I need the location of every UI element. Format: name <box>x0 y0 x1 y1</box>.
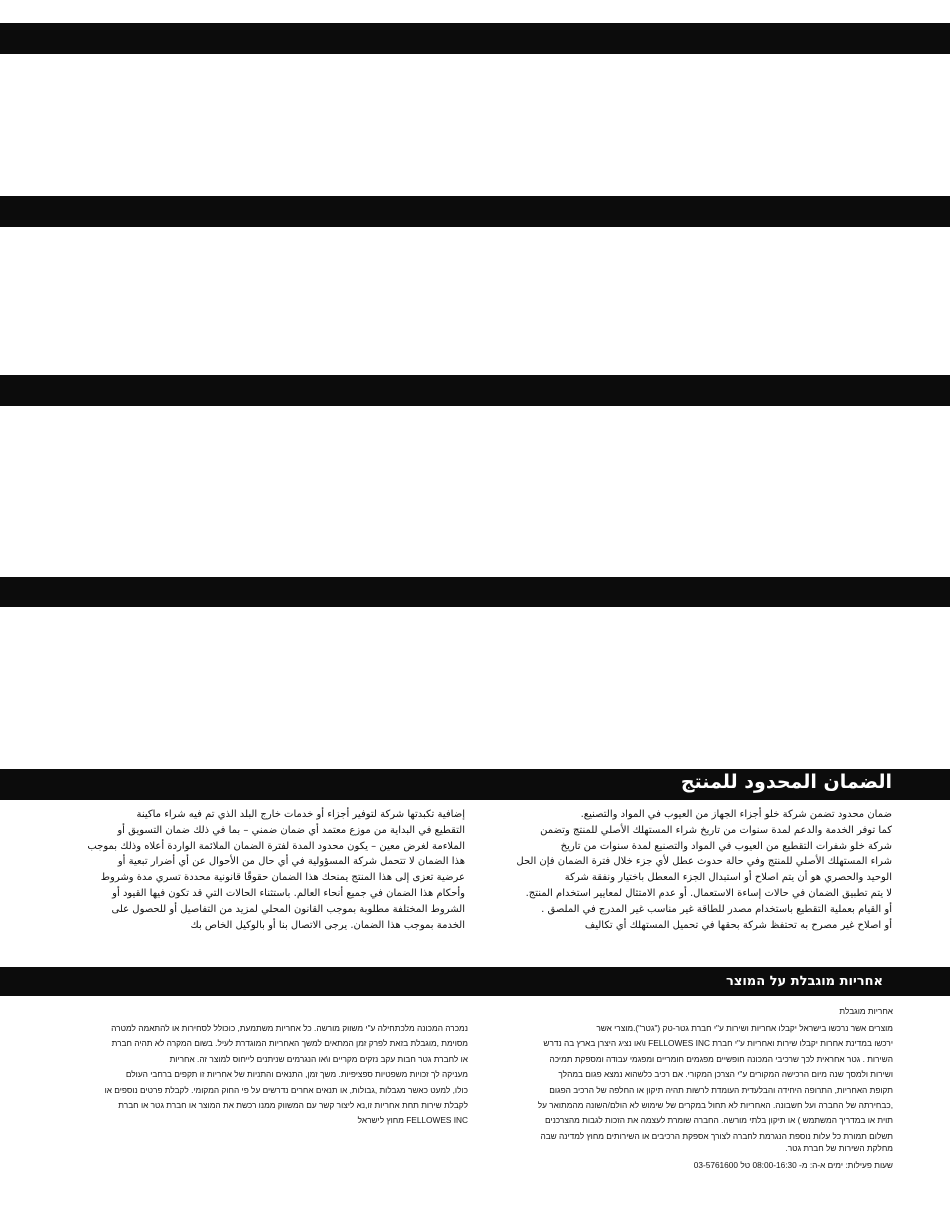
text-line: לקבלת שירות תחת אחריות זו,נא ליצור קשר עם המשווק ממנו רכשת את המוצר או חברת גטר או חברת <box>118 1100 468 1111</box>
text-line: الخدمة بموجب هذا الضمان. يرجى الاتصال بنا أو بالوكيل الخاص بك <box>190 919 465 931</box>
hebrew-service-hours: שעות פעילות: ימים א-ה: מ- 08:00-16:30 טל 03-5761600 <box>693 1160 893 1170</box>
text-line: أو اصلاح غير مصرح به تحتفظ شركة بحقها في تحميل المستهلك أي تكاليف <box>584 919 892 931</box>
text-line: ירכשו במדינת אחרות יקבלו שירות ואחריות ע"י חברת FELLOWES INC ו\או נציג היצרן בארץ בה נדרש <box>543 1038 893 1049</box>
hebrew-subtitle: אחריות מוגבלת <box>839 1006 893 1016</box>
text-line: لا يتم تطبيق الضمان في حالات إساءة الاستعمال. أو عدم الامتثال لمعايير استخدام المنتج. <box>525 887 892 899</box>
text-line: תקופת האחריות, התרופה היחידה והבלעדית העומדת לרשות תהיה תיקון או החלפה של הרכיב הפגום <box>549 1084 893 1095</box>
text-line: כולו, למעט כאשר מגבלות ,גבולות, או תנאים אחרים נדרשים על פי החוק המקומי. לקבלת פרטים נוספים או <box>104 1084 468 1095</box>
text-line: الملاءمة لغرض معين – يكون محدود المدة لفترة الضمان الملائمة الواردة أعلاه وذلك بموجب <box>87 840 465 852</box>
text-line: מסוימת ,מוגבלת בזאת לפרק זמן המתאים למשך האחריות המוגדרת לעיל. בשום המקרה לא תהיה חברת <box>111 1038 468 1049</box>
section-bar-3 <box>0 375 950 406</box>
text-line: או לחברת גטר חבות עקב נזקים מקריים ו\או הנגרמים שניתנים לייחוס למוצר זה. אחריות <box>169 1053 468 1064</box>
text-line: إضافية تكبدتها شركة لتوفير أجزاء أو خدمات خارج البلد الذي تم فيه شراء ماكينة <box>136 809 465 820</box>
text-line: التقطيع في البداية من موزع معتمد أي ضمان ضمني – بما في ذلك ضمان التسويق أو <box>117 824 465 836</box>
text-line: أو القيام بعملية التقطيع باستخدام مصدر للطاقة غير مناسب غير المدرج في الملصق . <box>541 903 892 915</box>
arabic-title-bar <box>0 769 950 800</box>
section-bar-4 <box>0 577 950 607</box>
text-line: الشروط المختلفة مطلوبة بموجب القانون المحلي لمزيد من التفاصيل أو للحصول على <box>111 903 465 915</box>
text-line: מעניקה לך זכויות משפטיות ספציפיות. משך זמן, התנאים והתניות של אחריות זו תקפים ברחבי העולם <box>125 1069 468 1080</box>
hebrew-service-department: מחלקת השירות של חברת גטר. <box>785 1143 893 1153</box>
text-line: الوحيد والحصري هو أن يتم اصلاح أو استبدال الجزء المعطل باختيار ونفقة شركة <box>564 872 892 884</box>
text-line: شراء المستهلك الأصلي للمنتج وفي حالة حدوث عطل لأي جزء خلال فترة الضمان فإن الحل <box>516 856 892 868</box>
arabic-warranty-left-column <box>57 807 465 933</box>
hebrew-title: אחריות מוגבלת על המוצר <box>726 974 883 989</box>
hebrew-warranty-right-column <box>482 1021 893 1144</box>
arabic-warranty-right-column <box>484 807 892 933</box>
hebrew-title-bar <box>0 967 950 996</box>
section-bar-2 <box>0 196 950 227</box>
text-line: كما توفر الخدمة والدعم لمدة سنوات من تاريخ شراء المستهلك الأصلي للمنتج وتضمن <box>540 824 892 836</box>
arabic-title: الضمان المحدود للمنتج <box>680 771 892 793</box>
text-line: ضمان محدود تضمن شركة خلو أجزاء الجهاز من العيوب في المواد والتصنيع. <box>580 809 892 820</box>
text-line: هذا الضمان لا تتحمل شركة المسؤولية في أي حال من الأحوال عن أي أضرار تبعية أو <box>117 856 465 868</box>
text-line: وأحكام هذا الضمان في جميع أنحاء العالم. باستثناء الحالات التي قد تكون فيها القيود أو <box>112 887 465 899</box>
text-line: شركة خلو شفرات التقطيع من العيوب في المواد والتصنيع لمدة سنوات من تاريخ <box>560 840 892 852</box>
text-line: השירות . גטר אחראית לכך שרכיבי המכונה חופשיים מפגמים חומריים ומפגמי עבודה ומספקת תמיכה <box>549 1053 893 1064</box>
text-line: FELLOWES INC מחוץ לישראל <box>357 1115 468 1126</box>
text-line: ,כבחירתה של החברה ועל חשבונה. האחריות לא תחול במקרים של שימוש לא הולם/השונה מהמתואר על <box>537 1100 893 1111</box>
hebrew-warranty-left-column <box>56 1021 468 1129</box>
section-bar-1 <box>0 23 950 54</box>
text-line: عرضية تعزى إلى هذا المنتج يمنحك هذا الضمان حقوقًا قانونية محددة تسري مدة وشروط <box>100 872 465 884</box>
text-line: מוצרים אשר נרכשו בישראל יקבלו אחריות ושירות ע"י חברת גטר-טק ("גטר").מוצרי אשר <box>596 1023 893 1033</box>
text-line: תשלום תמורת כל עלות נוספת הנגרמת לחברה לצורך אספקת הרכיבים או השירותים מחוץ למדינה שבה <box>540 1130 893 1141</box>
text-line: נמכרה המכונה מלכתחילה ע"י משווק מורשה. כל אחריות משתמעת, כוכולל לסחירות או להתאמה למטרה <box>111 1023 468 1033</box>
text-line: תוית או במדריך המשתמש ) או תיקון בלתי מורשה. החברה שומרת לעצמה את הזכות לגבות מהצרכנים <box>544 1115 893 1126</box>
text-line: ושירות ולמסך שנה מיום הרכישה המקורים ע"י הצרכן המקורי. אם רכיב כלשהוא נמצא פגום במהלך <box>558 1069 893 1080</box>
